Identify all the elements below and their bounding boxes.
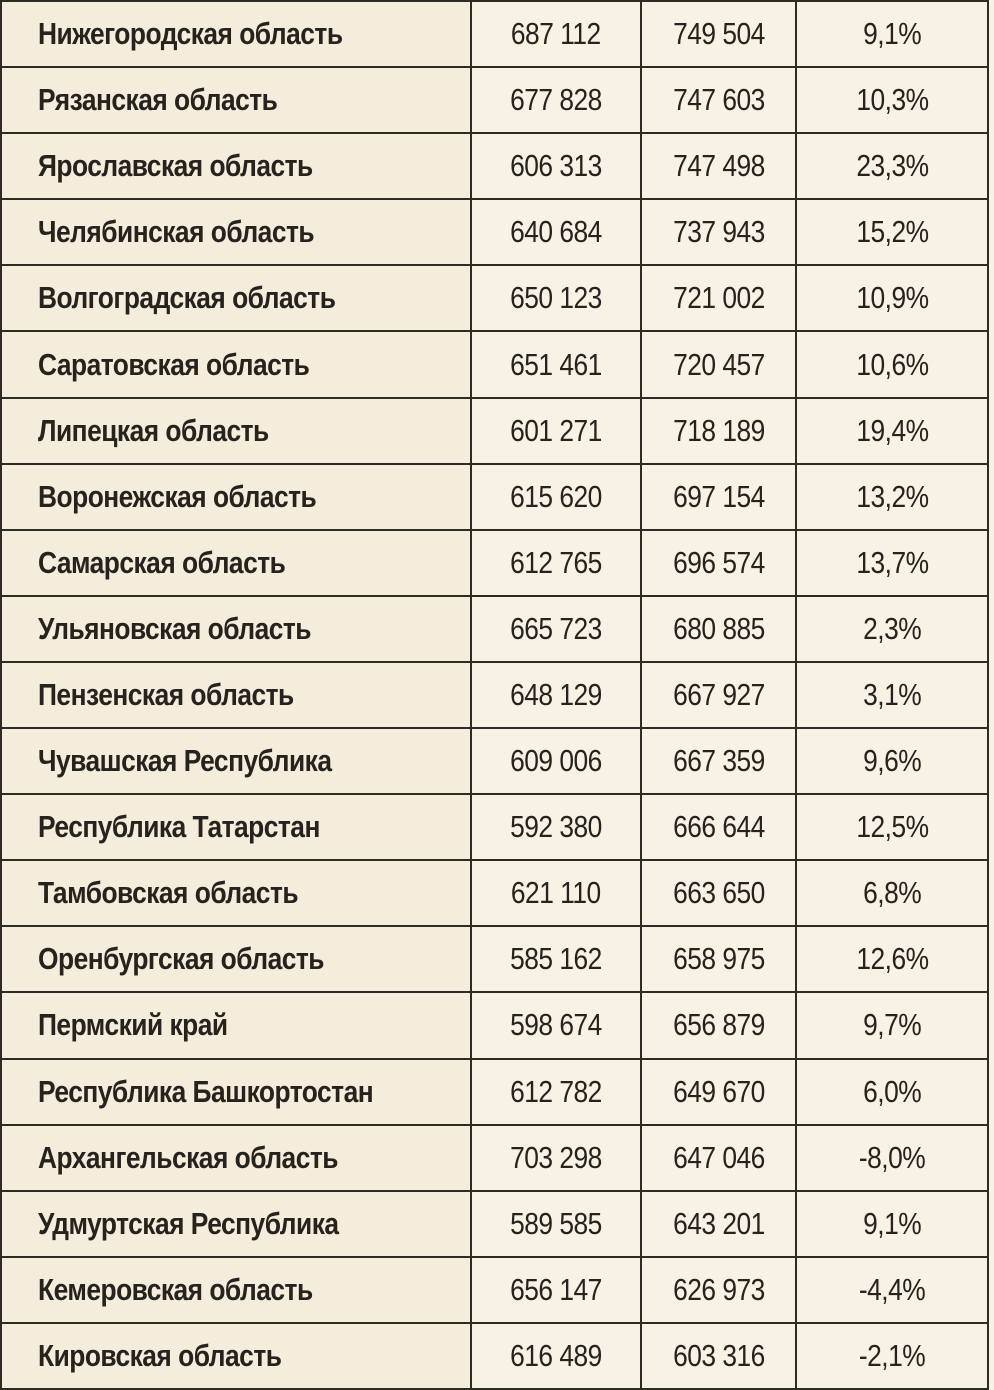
table-row — [1, 1059, 988, 1125]
region-name-cell — [1, 530, 471, 596]
region-name: Кемеровская область — [38, 1271, 313, 1307]
table-row — [1, 860, 988, 926]
value-first-cell — [471, 464, 641, 530]
value-first: 615 620 — [510, 478, 602, 514]
region-name: Самарская область — [38, 544, 286, 580]
change-percent-cell — [796, 1323, 988, 1389]
value-first: 648 129 — [510, 676, 602, 712]
value-second: 649 670 — [672, 1073, 765, 1109]
value-second-cell — [641, 926, 796, 992]
region-name: Волгоградская область — [38, 280, 336, 316]
value-first: 640 684 — [510, 214, 602, 250]
region-name-cell — [1, 1191, 471, 1257]
value-first-cell — [471, 1125, 641, 1191]
region-name-cell — [1, 464, 471, 530]
value-second-cell — [641, 1, 796, 67]
value-second-cell — [641, 662, 796, 728]
region-name-cell — [1, 860, 471, 926]
change-percent: 13,2% — [855, 478, 929, 514]
region-name: Ярославская область — [38, 148, 313, 184]
table-row — [1, 67, 988, 133]
table-row — [1, 398, 988, 464]
value-first-cell — [471, 1191, 641, 1257]
value-first: 612 765 — [510, 544, 602, 580]
value-second: 747 603 — [672, 82, 765, 118]
value-first: 616 489 — [510, 1337, 602, 1373]
value-first-cell — [471, 398, 641, 464]
region-name: Республика Татарстан — [38, 809, 320, 845]
value-first-cell — [471, 530, 641, 596]
value-second-cell — [641, 794, 796, 860]
region-name-cell — [1, 1323, 471, 1389]
change-percent-cell — [796, 464, 988, 530]
change-percent-cell — [796, 398, 988, 464]
value-second-cell — [641, 992, 796, 1058]
value-second: 749 504 — [672, 16, 765, 52]
region-name-cell — [1, 926, 471, 992]
region-name-cell — [1, 265, 471, 331]
region-name: Пермский край — [38, 1007, 228, 1043]
region-name: Чувашская Республика — [38, 743, 332, 779]
value-second: 720 457 — [672, 346, 765, 382]
value-first-cell — [471, 1059, 641, 1125]
change-percent: -2,1% — [858, 1337, 926, 1373]
value-first: 585 162 — [510, 941, 602, 977]
region-name: Челябинская область — [38, 214, 315, 250]
value-second: 667 927 — [672, 676, 765, 712]
value-second: 643 201 — [672, 1205, 765, 1241]
table-row — [1, 596, 988, 662]
value-second-cell — [641, 199, 796, 265]
value-second: 737 943 — [672, 214, 765, 250]
change-percent: 23,3% — [855, 148, 929, 184]
table-row — [1, 1, 988, 67]
value-first-cell — [471, 794, 641, 860]
change-percent-cell — [796, 265, 988, 331]
change-percent: 9,1% — [862, 1205, 922, 1241]
change-percent: 19,4% — [855, 412, 929, 448]
value-second: 721 002 — [672, 280, 765, 316]
value-first: 598 674 — [510, 1007, 602, 1043]
value-second: 718 189 — [672, 412, 765, 448]
change-percent-cell — [796, 199, 988, 265]
value-second-cell — [641, 1323, 796, 1389]
region-name-cell — [1, 596, 471, 662]
change-percent-cell — [796, 1059, 988, 1125]
value-first: 703 298 — [510, 1139, 602, 1175]
table-row — [1, 133, 988, 199]
value-second-cell — [641, 398, 796, 464]
value-first-cell — [471, 199, 641, 265]
region-name-cell — [1, 992, 471, 1058]
region-name-cell — [1, 199, 471, 265]
table-row — [1, 1191, 988, 1257]
change-percent: 12,5% — [855, 809, 929, 845]
value-second: 663 650 — [672, 875, 765, 911]
value-first-cell — [471, 331, 641, 397]
value-second: 697 154 — [672, 478, 765, 514]
value-second: 666 644 — [672, 809, 765, 845]
region-name-cell — [1, 1059, 471, 1125]
change-percent: 2,3% — [862, 610, 922, 646]
region-name-cell — [1, 398, 471, 464]
region-name: Воронежская область — [38, 478, 317, 514]
value-second-cell — [641, 596, 796, 662]
value-first: 677 828 — [510, 82, 602, 118]
table-row — [1, 464, 988, 530]
region-name: Пензенская область — [38, 676, 294, 712]
value-second-cell — [641, 265, 796, 331]
table-row — [1, 1257, 988, 1323]
region-name-cell — [1, 133, 471, 199]
value-second-cell — [641, 1257, 796, 1323]
change-percent: 12,6% — [855, 941, 929, 977]
change-percent-cell — [796, 662, 988, 728]
change-percent-cell — [796, 1191, 988, 1257]
change-percent-cell — [796, 926, 988, 992]
change-percent: 9,7% — [862, 1007, 922, 1043]
value-second: 603 316 — [672, 1337, 765, 1373]
region-name: Оренбургская область — [38, 941, 324, 977]
value-second: 658 975 — [672, 941, 765, 977]
value-first-cell — [471, 67, 641, 133]
region-name: Республика Башкортостан — [38, 1073, 374, 1109]
value-second-cell — [641, 133, 796, 199]
change-percent-cell — [796, 133, 988, 199]
value-second-cell — [641, 67, 796, 133]
region-name: Удмуртская Республика — [38, 1205, 339, 1241]
region-name: Липецкая область — [38, 412, 269, 448]
value-second-cell — [641, 728, 796, 794]
change-percent-cell — [796, 331, 988, 397]
region-name-cell — [1, 728, 471, 794]
value-first: 650 123 — [510, 280, 602, 316]
change-percent-cell — [796, 530, 988, 596]
value-second-cell — [641, 1125, 796, 1191]
region-name: Архангельская область — [38, 1139, 338, 1175]
value-first-cell — [471, 728, 641, 794]
table-row — [1, 926, 988, 992]
table-row — [1, 662, 988, 728]
region-name: Кировская область — [38, 1337, 282, 1373]
value-first: 651 461 — [510, 346, 602, 382]
change-percent-cell — [796, 67, 988, 133]
region-name: Саратовская область — [38, 346, 310, 382]
region-name: Рязанская область — [38, 82, 278, 118]
table-row — [1, 1323, 988, 1389]
value-second-cell — [641, 1059, 796, 1125]
region-name-cell — [1, 67, 471, 133]
value-first: 592 380 — [510, 809, 602, 845]
table-row — [1, 992, 988, 1058]
value-first-cell — [471, 662, 641, 728]
value-second-cell — [641, 1191, 796, 1257]
value-second-cell — [641, 331, 796, 397]
table-row — [1, 728, 988, 794]
change-percent-cell — [796, 596, 988, 662]
change-percent: 10,6% — [855, 346, 929, 382]
change-percent: -8,0% — [858, 1139, 926, 1175]
change-percent: -4,4% — [858, 1271, 926, 1307]
value-first: 621 110 — [511, 875, 601, 911]
change-percent: 6,8% — [862, 875, 922, 911]
value-second: 667 359 — [672, 743, 765, 779]
value-first: 656 147 — [510, 1271, 602, 1307]
value-second: 647 046 — [672, 1139, 765, 1175]
region-name-cell — [1, 1257, 471, 1323]
change-percent: 15,2% — [855, 214, 929, 250]
region-name-cell — [1, 1, 471, 67]
value-first-cell — [471, 1, 641, 67]
value-first-cell — [471, 992, 641, 1058]
value-second-cell — [641, 860, 796, 926]
value-first-cell — [471, 1323, 641, 1389]
value-second-cell — [641, 530, 796, 596]
table-row — [1, 530, 988, 596]
change-percent-cell — [796, 1, 988, 67]
value-first-cell — [471, 596, 641, 662]
change-percent-cell — [796, 860, 988, 926]
change-percent-cell — [796, 992, 988, 1058]
value-second: 680 885 — [672, 610, 765, 646]
table-row — [1, 199, 988, 265]
table-row — [1, 331, 988, 397]
change-percent: 3,1% — [862, 676, 922, 712]
region-name: Ульяновская область — [38, 610, 311, 646]
value-first-cell — [471, 860, 641, 926]
change-percent-cell — [796, 794, 988, 860]
change-percent: 6,0% — [862, 1073, 922, 1109]
value-first: 687 112 — [511, 16, 601, 52]
change-percent: 10,9% — [855, 280, 929, 316]
value-first-cell — [471, 265, 641, 331]
value-first: 609 006 — [510, 743, 602, 779]
value-first: 665 723 — [510, 610, 602, 646]
value-second: 696 574 — [672, 544, 765, 580]
value-first: 601 271 — [510, 412, 602, 448]
region-name-cell — [1, 662, 471, 728]
value-second: 656 879 — [672, 1007, 765, 1043]
region-name-cell — [1, 794, 471, 860]
change-percent-cell — [796, 728, 988, 794]
table-row — [1, 794, 988, 860]
table-row — [1, 1125, 988, 1191]
value-first: 589 585 — [510, 1205, 602, 1241]
region-name-cell — [1, 331, 471, 397]
value-first-cell — [471, 1257, 641, 1323]
value-first: 612 782 — [510, 1073, 602, 1109]
value-first-cell — [471, 133, 641, 199]
change-percent: 13,7% — [855, 544, 929, 580]
value-first-cell — [471, 926, 641, 992]
table-body — [1, 1, 988, 1389]
region-name: Тамбовская область — [38, 875, 299, 911]
value-second: 747 498 — [672, 148, 765, 184]
table-row — [1, 265, 988, 331]
change-percent-cell — [796, 1125, 988, 1191]
region-name-cell — [1, 1125, 471, 1191]
value-first: 606 313 — [510, 148, 602, 184]
change-percent: 9,1% — [862, 16, 922, 52]
value-second-cell — [641, 464, 796, 530]
change-percent: 10,3% — [855, 82, 929, 118]
change-percent-cell — [796, 1257, 988, 1323]
change-percent: 9,6% — [862, 743, 922, 779]
value-second: 626 973 — [672, 1271, 765, 1307]
region-name: Нижегородская область — [38, 16, 343, 52]
